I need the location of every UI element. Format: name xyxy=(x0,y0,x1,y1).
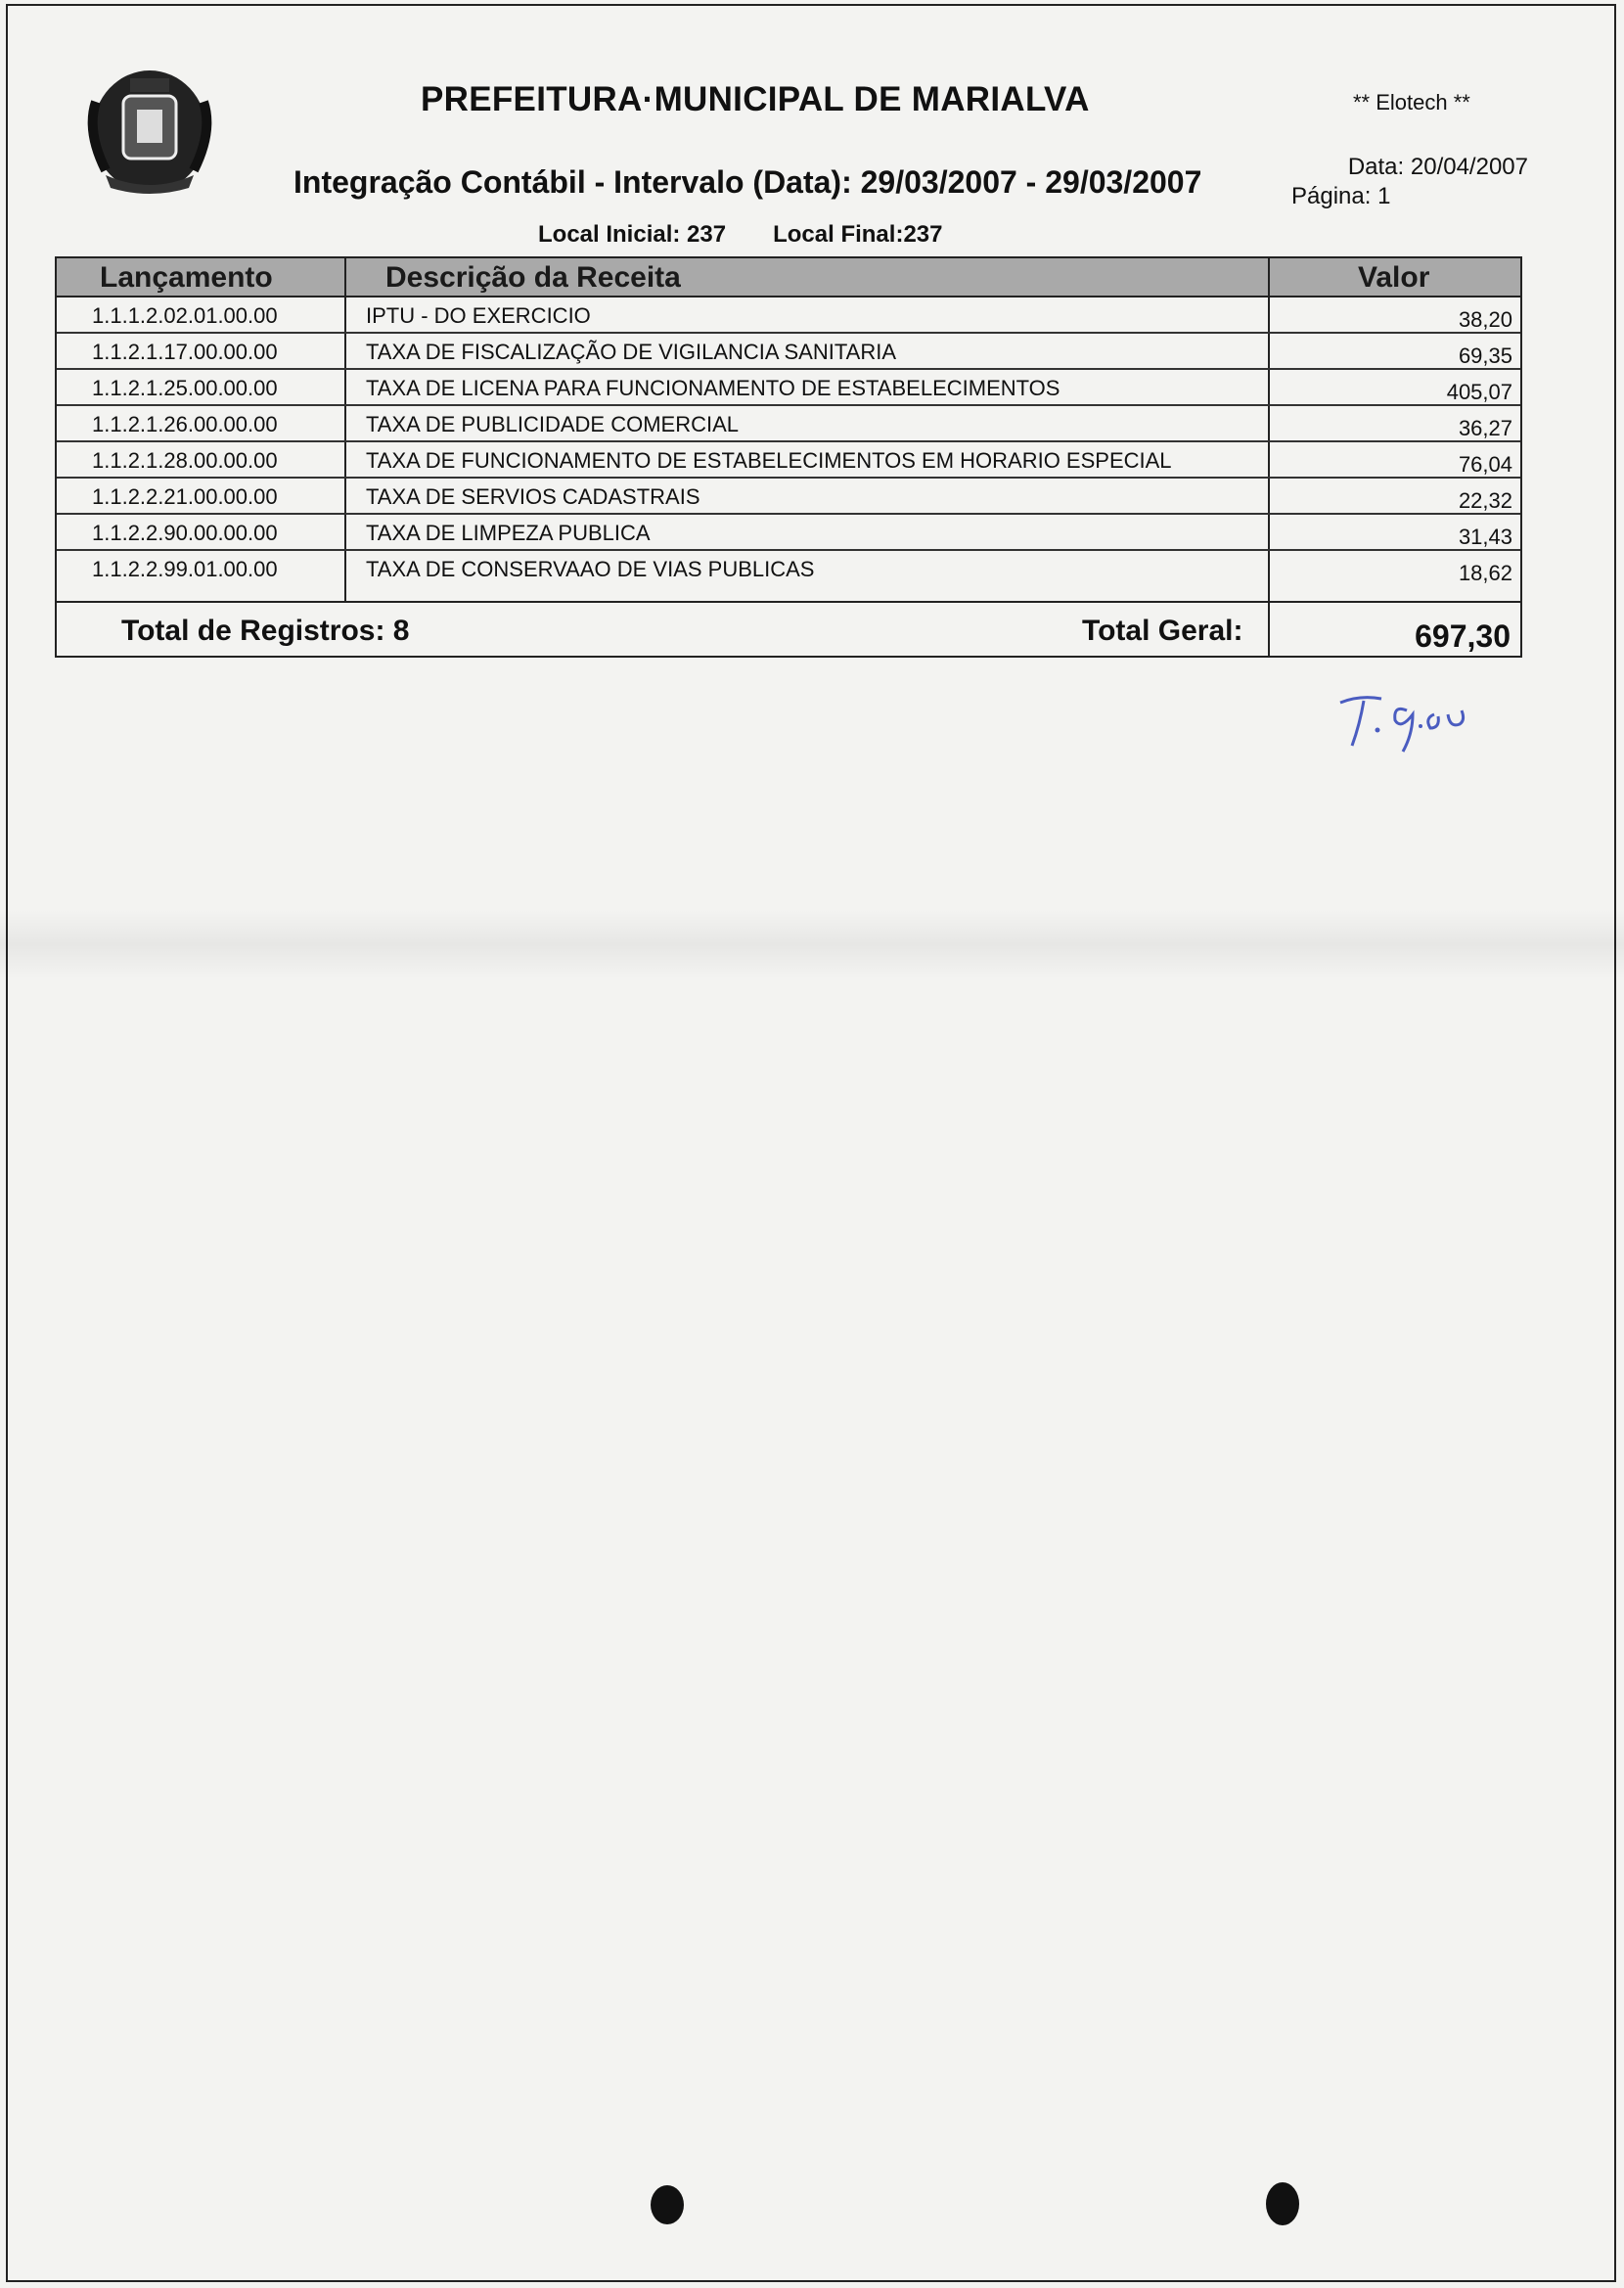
scan-artifact xyxy=(0,910,1624,979)
row-value: 31,43 xyxy=(1458,525,1512,549)
row-value: 22,32 xyxy=(1458,488,1512,513)
table-row xyxy=(57,406,1520,442)
row-value: 76,04 xyxy=(1458,452,1512,477)
column-header-valor: Valor xyxy=(1358,261,1430,294)
table-row xyxy=(57,442,1520,479)
local-range xyxy=(538,221,942,249)
page-value: 1 xyxy=(1377,183,1391,209)
row-code: 1.1.2.2.99.01.00.00 xyxy=(92,557,278,581)
row-code: 1.1.2.2.90.00.00.00 xyxy=(92,521,278,545)
row-description: TAXA DE FUNCIONAMENTO DE ESTABELECIMENTOS EM HORARIO ESPECIAL xyxy=(366,448,1172,473)
table-row xyxy=(57,334,1520,370)
row-code: 1.1.2.1.17.00.00.00 xyxy=(92,340,278,364)
row-value: 18,62 xyxy=(1458,561,1512,585)
column-header-descricao: Descrição da Receita xyxy=(385,261,681,294)
total-geral-label: Total Geral: xyxy=(1082,615,1243,647)
row-code: 1.1.2.1.26.00.00.00 xyxy=(92,412,278,436)
local-final: Local Final:237 xyxy=(773,221,943,248)
report-meta xyxy=(1291,153,1528,211)
column-header-lancamento: Lançamento xyxy=(100,261,273,294)
row-description: TAXA DE LIMPEZA PUBLICA xyxy=(366,521,651,545)
row-code: 1.1.2.2.21.00.00.00 xyxy=(92,484,278,509)
table-row xyxy=(57,479,1520,515)
row-value: 69,35 xyxy=(1458,343,1512,368)
row-code: 1.1.2.1.25.00.00.00 xyxy=(92,376,278,400)
date-line xyxy=(1291,153,1528,182)
row-description: TAXA DE LICENA PARA FUNCIONAMENTO DE ESTABELECIMENTOS xyxy=(366,376,1060,400)
row-description: TAXA DE FISCALIZAÇÃO DE VIGILANCIA SANITARIA xyxy=(366,340,896,364)
date-label: Data: xyxy=(1347,154,1405,180)
page-label: Página: xyxy=(1291,183,1372,209)
table-row xyxy=(57,551,1520,587)
punch-hole xyxy=(651,2185,684,2224)
local-inicial: Local Inicial: 237 xyxy=(538,221,727,248)
row-code: 1.1.2.1.28.00.00.00 xyxy=(92,448,278,473)
row-code: 1.1.1.2.02.01.00.00 xyxy=(92,303,278,328)
row-value: 36,27 xyxy=(1458,416,1512,440)
total-geral-value: 697,30 xyxy=(1415,618,1511,654)
row-description: TAXA DE CONSERVAAO DE VIAS PUBLICAS xyxy=(366,557,815,581)
row-value: 405,07 xyxy=(1446,380,1512,404)
page-title: PREFEITURA·MUNICIPAL DE MARIALVA xyxy=(421,80,1090,118)
table-footer xyxy=(57,601,1520,658)
date-value: 20/04/2007 xyxy=(1410,154,1528,180)
row-description: TAXA DE SERVIOS CADASTRAIS xyxy=(366,484,700,509)
coat-of-arms-logo xyxy=(76,63,223,200)
row-description: TAXA DE PUBLICIDADE COMERCIAL xyxy=(366,412,740,436)
row-value: 38,20 xyxy=(1458,307,1512,332)
report-subtitle: Integração Contábil - Intervalo (Data): 29/03/2007 - 29/03/2007 xyxy=(293,164,1202,200)
row-description: IPTU - DO EXERCICIO xyxy=(366,303,591,328)
handwritten-annotation xyxy=(1331,675,1487,763)
table-row xyxy=(57,515,1520,551)
page-line xyxy=(1291,182,1528,211)
system-name: ** Elotech ** xyxy=(1353,90,1470,114)
table-row xyxy=(57,297,1520,334)
punch-hole xyxy=(1266,2182,1299,2225)
revenue-table xyxy=(55,256,1522,658)
total-registros: Total de Registros: 8 xyxy=(121,615,410,647)
table-row xyxy=(57,370,1520,406)
table-header xyxy=(57,258,1520,297)
